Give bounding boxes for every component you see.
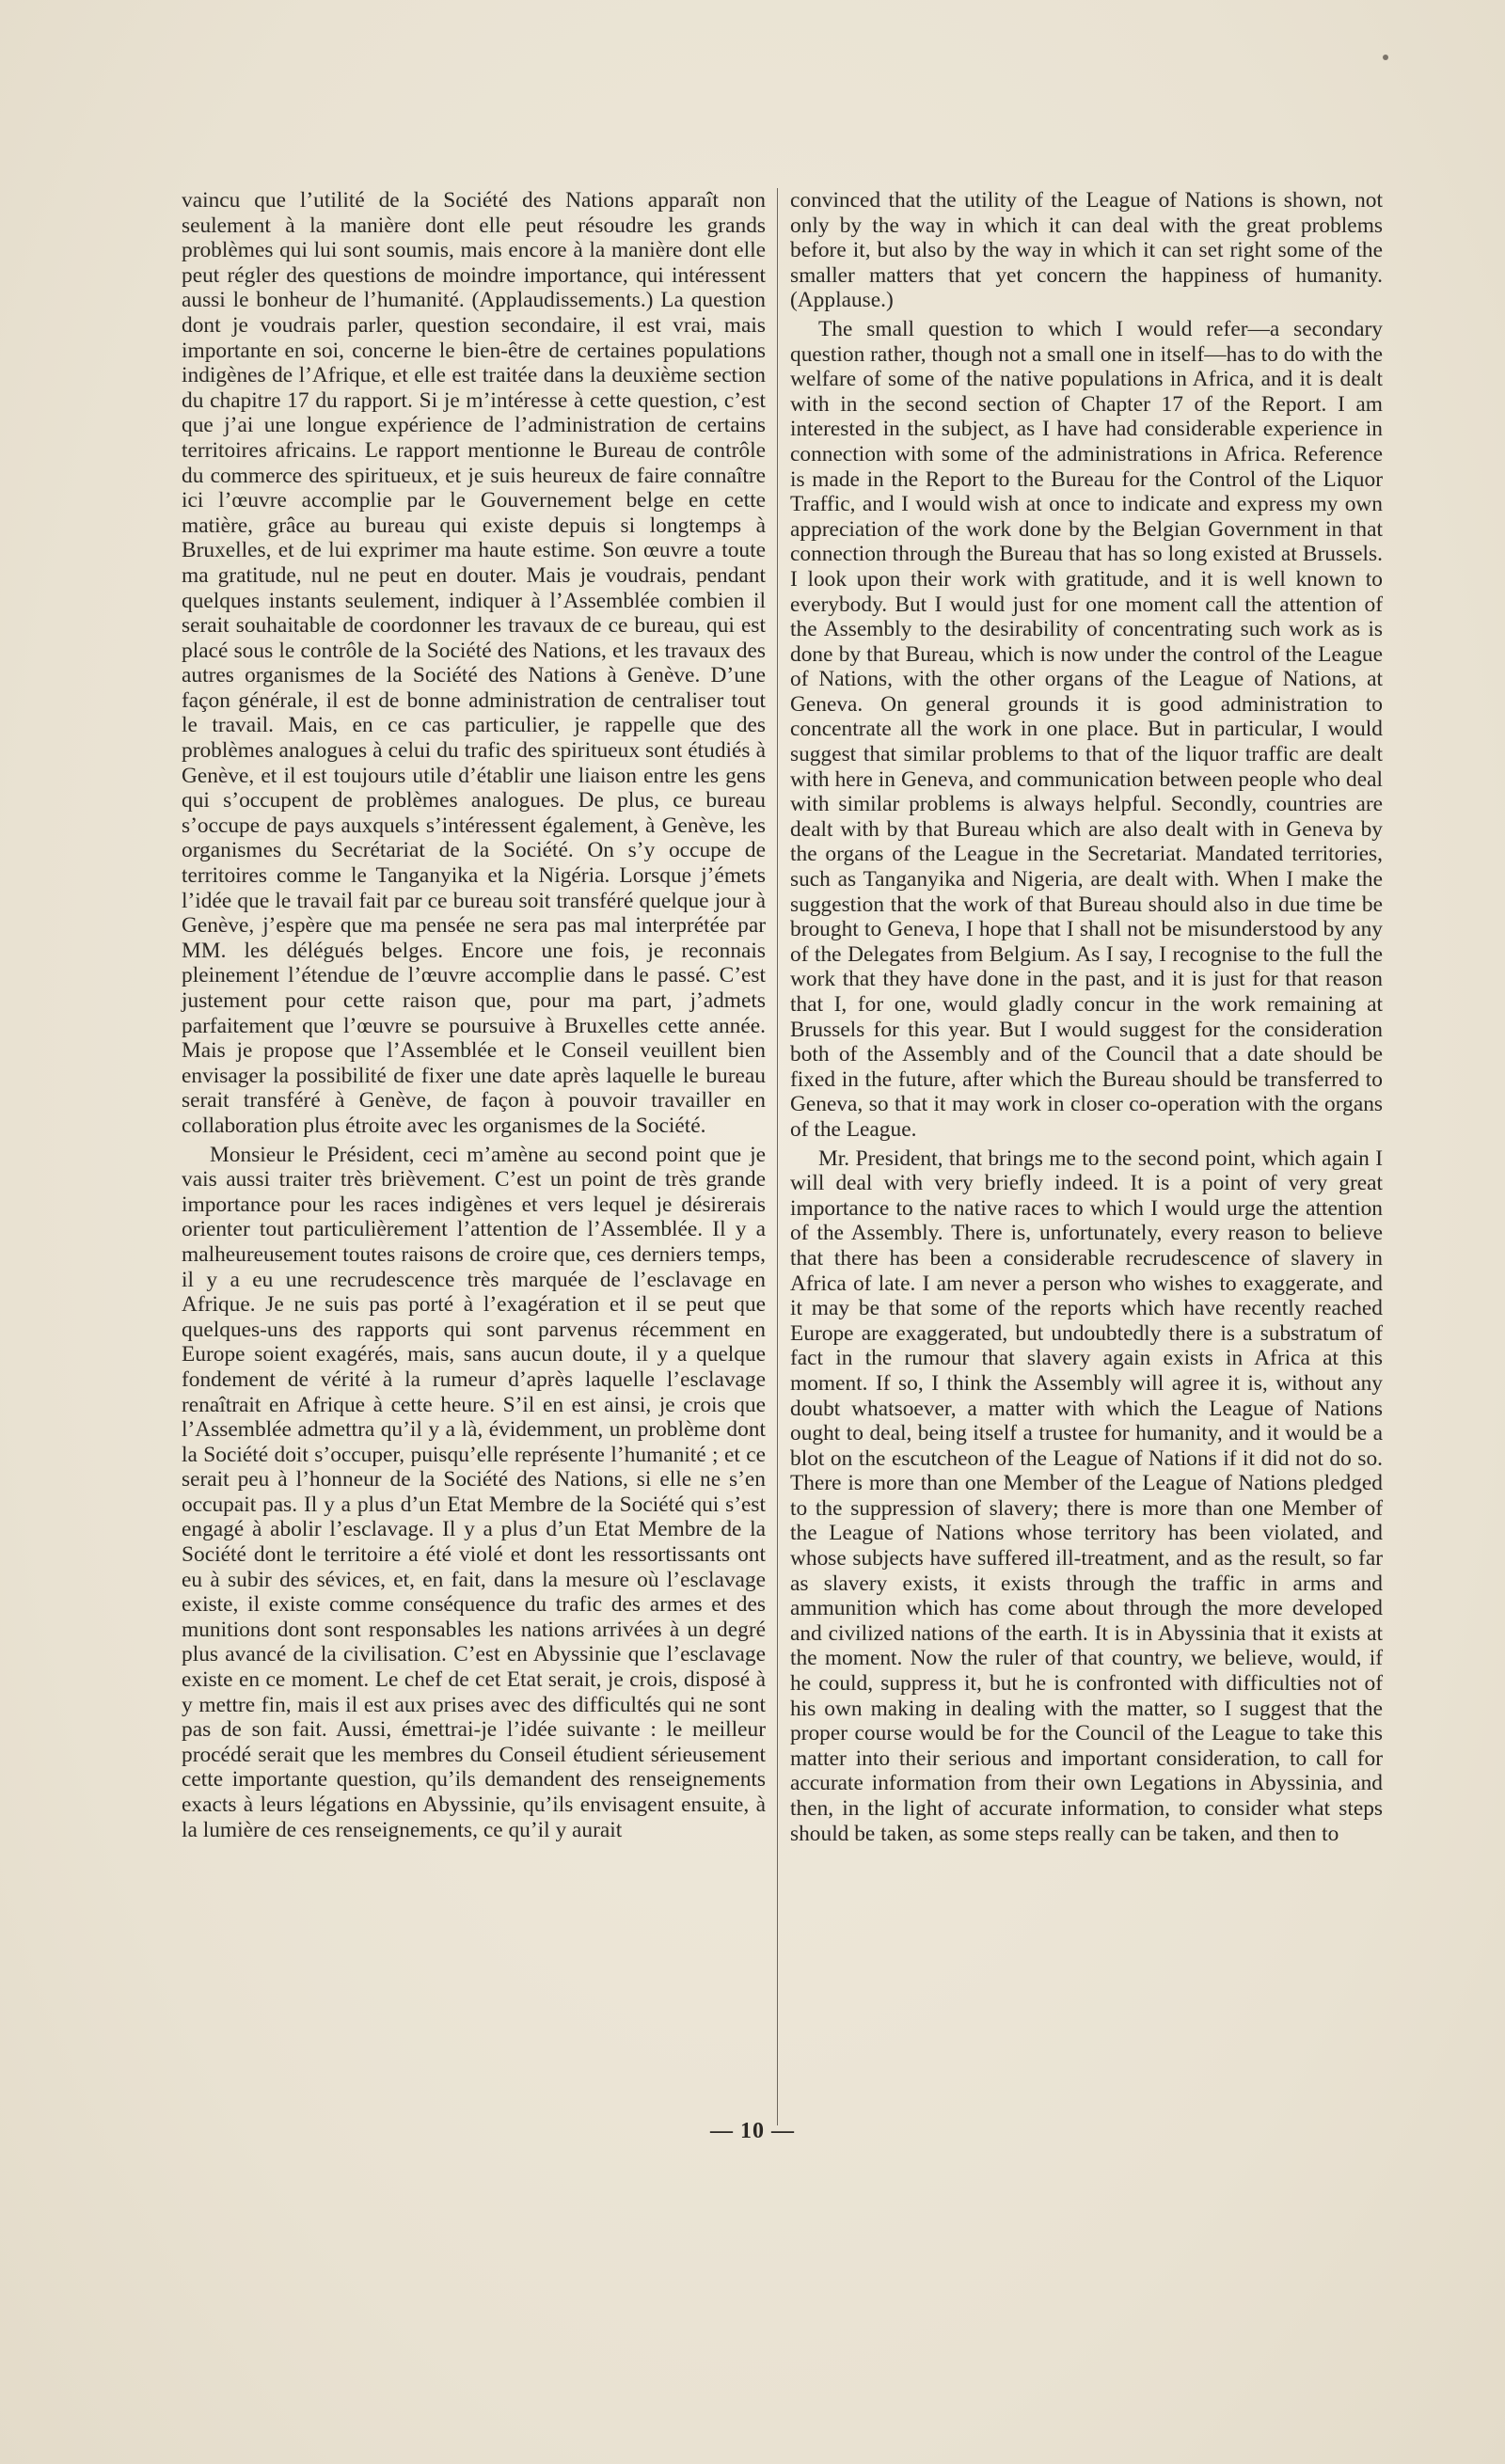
english-paragraph-3: Mr. President, that brings me to the second point, which again I will deal with very briefly indeed. It is a point of very great importance to the native races to which I would urge the attention of the Assembly. There is, unfortunately, every reason to believe that there has been a considerable recrudescence of slavery in Africa of late. I am never a person who wishes to exaggerate, and it may be that some of the reports which have recently reached Europe are exaggerated, but undoubtedly there is a substratum of fact in the rumour that slavery again exists in Africa at this moment. If so, I think the Assembly will agree it is, without any doubt whatsoever, a matter with which the League of Nations ought to deal, being itself a trustee for humanity, and it would be a blot on the escutcheon of the League of Nations if it did not do so. There is more than one Member of the League of Nations pledged to the suppression of slavery; there is more than one Member of the League of Nations whose territory has been violated, and whose subjects have suffered ill-treatment, and as the result, so far as slavery exists, it exists through the traffic in arms and ammunition which has come about through the more developed and civilized nations of the earth. It is in Abyssinia that it exists at the moment. Now the ruler of that country, we believe, would, if he could, suppress it, but he is confronted with difficulties not of his own making in dealing with the matter, so I suggest that the proper course would be for the Council of the League to take this matter into their serious and important consideration, to call for accurate information from their own Legations in Abyssinia, and then, in the light of accurate information, to consider what steps should be taken, as some steps really can be taken, and then to	[790, 1145, 1383, 1846]
page-number: — 10 —	[710, 2119, 795, 2143]
english-paragraph-2: The small question to which I would refer—a secondary question rather, though not a small one in itself—has to do with the welfare of some of the native populations in Africa, and it is dealt with in the second section of Chapter 17 of the Report. I am interested in the subject, as I have had considerable experience in connection with some of the administrations in Africa. Reference is made in the Report to the Bureau for the Control of the Liquor Traffic, and I would wish at once to indicate and express my own appreciation of the work done by the Belgian Government in that connection through the Bureau that has so long existed at Brussels. I look upon their work with gratitude, and it is well known to everybody. But I would just for one moment call the attention of the Assembly to the desirability of concentrating such work as is done by that Bureau, which is now under the control of the League of Nations, with the other organs of the League of Nations, at Geneva. On general grounds it is good administration to concentrate all the work in one place. But in particular, I would suggest that similar problems to that of the liquor traffic are dealt with here in Geneva, and communication between people who deal with similar problems is always helpful. Secondly, countries are dealt with by that Bureau which are also dealt with in Geneva by the organs of the League in the Secretariat. Mandated territories, such as Tanganyika and Nigeria, are dealt with. When I make the suggestion that the work of that Bureau should also in due time be brought to Geneva, I hope that I shall not be misunderstood by any of the Delegates from Belgium. As I say, I recognise to the full the work that they have done in the past, and it is just for that reason that I, for one, would gladly concur in the work remaining at Brussels for this year. But I would suggest for the consideration both of the Assembly and of the Council that a date should be fixed in the future, after which the Bureau should be transferred to Geneva, so that it may work in closer co-operation with the organs of the League.	[790, 316, 1383, 1142]
french-column	[182, 188, 766, 1842]
french-paragraph-1: vaincu que l’utilité de la Société des Nations apparaît non seulement à la manière dont elle peut résoudre les grands problèmes qui lui sont soumis, mais encore à la manière dont elle peut régler des questions de moindre importance, qui intéressent aussi le bonheur de l’humanité. (Applaudissements.) La question dont je voudrais parler, question secondaire, il est vrai, mais importante en soi, concerne le bien-être de certaines populations indigènes de l’Afrique, et elle est traitée dans la deuxième section du chapitre 17 du rapport. Si je m’intéresse à cette question, c’est que j’ai une longue expérience de l’administration de certains territoires africains. Le rapport mentionne le Bureau de contrôle du commerce des spiritueux, et je suis heureux de faire connaître ici l’œuvre accomplie par le Gouvernement belge en cette matière, grâce au bureau qui existe depuis si longtemps à Bruxelles, et de lui exprimer ma haute estime. Son œuvre a toute ma gratitude, nul ne peut en douter. Mais je voudrais, pendant quelques instants seulement, indiquer à l’Assemblée combien il serait souhaitable de coordonner les travaux de ce bureau, qui est placé sous le contrôle de la Société des Nations, et les travaux des autres organismes de la Société des Nations à Genève. D’une façon générale, il est de bonne administration de centraliser tout le travail. Mais, en ce cas particulier, je rappelle que des problèmes analogues à celui du trafic des spiritueux sont étudiés à Genève, et il est toujours utile d’établir une liaison entre les gens qui s’occupent de problèmes analogues. De plus, ce bureau s’occupe de pays auxquels s’intéressent également, à Genève, les organismes du Secrétariat de la Société. On s’y occupe de territoires comme le Tanganyika et la Nigéria. Lorsque j’émets l’idée que le travail fait par ce bureau soit transféré quelque jour à Genève, j’espère que ma pensée ne sera pas mal interprétée par MM. les délégués belges. Encore une fois, je reconnais pleinement l’étendue de l’œuvre accomplie dans le passé. C’est justement pour cette raison que, pour ma part, j’admets parfaitement que l’œuvre se poursuive à Bruxelles cette année. Mais je propose que l’Assemblée et le Conseil veuillent bien envisager la possibilité de fixer une date après laquelle le bureau serait transféré à Genève, de façon à pouvoir travailler en collaboration plus étroite avec les organismes de la Société.	[182, 188, 766, 1138]
english-column	[790, 188, 1383, 1846]
paper-speck	[1383, 55, 1388, 60]
english-paragraph-1: convinced that the utility of the League of Nations is shown, not only by the way in which it can deal with the great problems before it, but also by the way in which it can set right some of the smaller matters that yet concern the happiness of humanity. (Applause.)	[790, 188, 1383, 313]
column-divider	[777, 188, 778, 2125]
french-paragraph-2: Monsieur le Président, ceci m’amène au second point que je vais aussi traiter très brièvement. C’est un point de très grande importance pour les races indigènes et vers lequel je désirerais orienter tout particulièrement l’attention de l’Assemblée. Il y a malheureusement toutes raisons de croire que, ces derniers temps, il y a eu une recrudescence très marquée de l’esclavage en Afrique. Je ne suis pas porté à l’exagération et il se peut que quelques-uns des rapports qui sont parvenus récemment en Europe soient exagérés, mais, sans aucun doute, il y a quelque fondement de vérité à la rumeur d’après laquelle l’esclavage renaîtrait en Afrique à cette heure. S’il en est ainsi, je crois que l’Assemblée admettra qu’il y a là, évidemment, un problème dont la Société doit s’occuper, puisqu’elle représente l’humanité ; et ce serait peu à l’honneur de la Société des Nations, si elle ne s’en occupait pas. Il y a plus d’un Etat Membre de la Société qui s’est engagé à abolir l’esclavage. Il y a plus d’un Etat Membre de la Société dont le territoire a été violé et dont les ressortissants ont eu à subir des sévices, et, en fait, dans la mesure où l’esclavage existe, il existe comme conséquence du trafic des armes et des munitions dont sont responsables les nations arrivées à un degré plus avancé de la civilisation. C’est en Abyssinie que l’esclavage existe en ce moment. Le chef de cet Etat serait, je crois, disposé à y mettre fin, mais il est aux prises avec des difficultés qui ne sont pas de son fait. Aussi, émettrai-je l’idée suivante : le meilleur procédé serait que les membres du Conseil étudient sérieusement cette importante question, qu’ils demandent des renseignements exacts à leurs légations en Abyssinie, qu’ils envisagent ensuite, à la lumière de ces renseignements, ce qu’il y aurait	[182, 1142, 766, 1842]
